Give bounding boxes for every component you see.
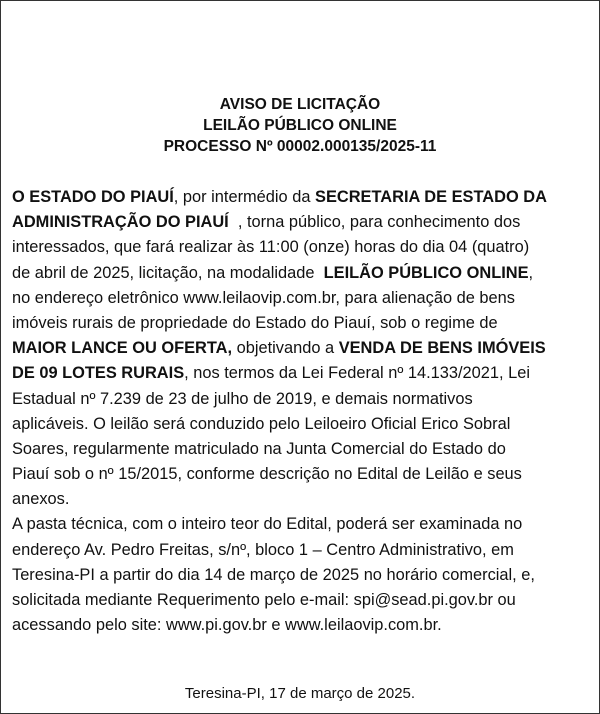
body-line: imóveis rurais de propriedade do Estado do Piauí, sob o regime de	[12, 313, 498, 332]
body-line: anexos.	[12, 490, 70, 509]
auction-modality: LEILÃO PÚBLICO ONLINE	[323, 263, 529, 282]
body-line: Estadual nº 7.239 de 23 de julho de 2019, e demais normativos	[12, 389, 473, 408]
sale-object: VENDA DE BENS IMÓVEIS	[338, 339, 546, 358]
body-line: solicitada mediante Requerimento pelo e-mail: spi@sead.pi.gov.br ou	[12, 591, 516, 609]
notice-title: AVISO DE LICITAÇÃO	[219, 96, 381, 113]
body-line: aplicáveis. O leilão será conduzido pelo Leiloeiro Oficial Erico Sobral	[12, 414, 511, 433]
body-line: no endereço eletrônico www.leilaovip.com.br, para alienação de bens	[12, 288, 515, 307]
body-line: Teresina-PI a partir do dia 14 de março de 2025 no horário comercial, e,	[12, 565, 535, 584]
body-line: MAIOR LANCE OU OFERTA, objetivando a VENDA DE BENS IMÓVEIS	[12, 339, 546, 358]
notice-subtitle: LEILÃO PÚBLICO ONLINE	[203, 117, 397, 134]
lots-count: DE 09 LOTES RURAIS	[12, 364, 185, 383]
notice-header	[1, 94, 599, 157]
body-line: A pasta técnica, com o inteiro teor do Edital, poderá ser examinada no	[12, 515, 523, 534]
body-line: DE 09 LOTES RURAIS, nos termos da Lei Federal nº 14.133/2021, Lei	[12, 364, 531, 383]
process-number: PROCESSO Nº 00002.000135/2025-11	[163, 138, 437, 155]
secretariat-name: SECRETARIA DE ESTADO DA	[315, 188, 547, 206]
state-name: O ESTADO DO PIAUÍ	[12, 188, 174, 206]
body-line: ADMINISTRAÇÃO DO PIAUÍ , torna público, para conhecimento dos	[12, 213, 521, 232]
body-line: de abril de 2025, licitação, na modalidade LEILÃO PÚBLICO ONLINE,	[12, 263, 534, 282]
body-line: acessando pelo site: www.pi.gov.br e www.leilaovip.com.br.	[12, 616, 442, 635]
body-line: Soares, regularmente matriculado na Junta Comercial do Estado do	[12, 439, 506, 458]
body-line: interessados, que fará realizar às 11:00 (onze) horas do dia 04 (quatro)	[12, 238, 530, 257]
body-line: endereço Av. Pedro Freitas, s/nº, bloco 1 – Centro Administrativo, em	[12, 540, 514, 559]
bid-regime: MAIOR LANCE OU OFERTA,	[12, 339, 233, 358]
place-date: Teresina-PI, 17 de março de 2025.	[184, 685, 416, 702]
body-line: O ESTADO DO PIAUÍ, por intermédio da SECRETARIA DE ESTADO DA	[12, 188, 547, 206]
body-line: Piauí sob o nº 15/2015, conforme descrição no Edital de Leilão e seus	[12, 465, 522, 484]
notice-body	[12, 185, 600, 638]
secretariat-name-cont: ADMINISTRAÇÃO DO PIAUÍ	[12, 213, 229, 232]
